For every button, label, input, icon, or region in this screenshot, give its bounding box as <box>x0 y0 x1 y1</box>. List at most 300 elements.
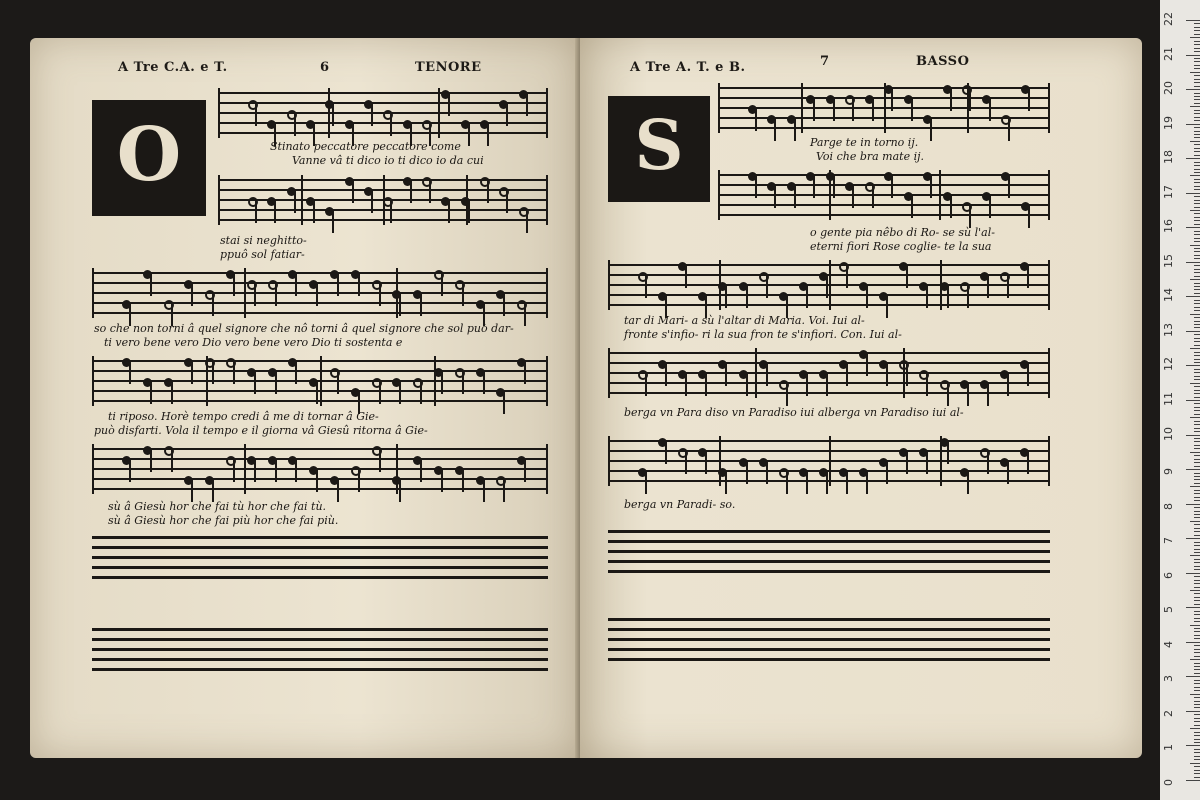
note-stem <box>806 374 808 396</box>
ruler-label: 3 <box>1162 675 1175 683</box>
note-stem <box>191 284 193 306</box>
decorated-initial-s: S <box>608 96 710 202</box>
staff-barline <box>718 170 720 220</box>
ruler-minor-tick <box>1194 300 1200 301</box>
empty-staff-right-1 <box>608 530 1050 574</box>
ruler-minor-tick <box>1194 549 1200 550</box>
note-stem <box>755 109 757 131</box>
ruler-tick <box>1186 89 1200 90</box>
ruler-minor-tick <box>1194 517 1200 518</box>
lyric-left-1b: Vanne vâ ti dico io ti dico io da cui <box>292 154 484 167</box>
ruler-minor-tick <box>1190 245 1200 246</box>
lyric-left-4b: può disfarti. Vola il tempo e il giorna vâ Giesû ritorna â Gie- <box>94 424 428 437</box>
note-stem <box>420 294 422 316</box>
ruler-tick <box>1186 158 1200 159</box>
note-stem <box>794 119 796 141</box>
ruler-minor-tick <box>1194 352 1200 353</box>
ruler-label: 14 <box>1162 288 1175 303</box>
note-stem <box>987 276 989 298</box>
note-stem <box>524 460 526 482</box>
note-stem <box>911 99 913 121</box>
ruler-minor-tick <box>1194 224 1200 225</box>
ruler-label: 19 <box>1162 115 1175 130</box>
ruler-minor-tick <box>1194 445 1200 446</box>
ruler-tick <box>1186 538 1200 539</box>
staff-barline <box>92 268 94 318</box>
ruler-minor-tick <box>1194 397 1200 398</box>
ruler-tick <box>1186 365 1200 366</box>
ruler-minor-tick <box>1194 448 1200 449</box>
ruler-minor-tick <box>1194 576 1200 577</box>
lyric-right-3a: tar di Mari- a sù l'altar di Maria. Voi. Iui al- <box>624 314 865 327</box>
ruler-minor-tick <box>1194 117 1200 118</box>
staff-line <box>608 362 1050 364</box>
ruler-minor-tick <box>1194 289 1200 290</box>
note-stem <box>1028 206 1030 228</box>
note-stem <box>129 460 131 482</box>
note-stem <box>1027 452 1029 474</box>
note-stem <box>872 186 874 208</box>
note-stem <box>852 186 854 208</box>
note-stem <box>967 286 969 308</box>
ruler-minor-tick <box>1194 327 1200 328</box>
ruler-minor-tick <box>1194 687 1200 688</box>
ruler-minor-tick <box>1194 490 1200 491</box>
staff-line <box>218 92 548 94</box>
ruler-minor-tick <box>1194 393 1200 394</box>
staff-barline <box>546 268 548 318</box>
ruler-minor-tick <box>1194 317 1200 318</box>
ruler-minor-tick <box>1194 321 1200 322</box>
ruler-minor-tick <box>1194 600 1200 601</box>
ruler-minor-tick <box>1194 48 1200 49</box>
ruler-minor-tick <box>1194 524 1200 525</box>
ruler-minor-tick <box>1194 697 1200 698</box>
note-stem <box>725 364 727 386</box>
measurement-ruler <box>1160 0 1200 800</box>
ruler-minor-tick <box>1194 604 1200 605</box>
note-stem <box>833 99 835 121</box>
ruler-minor-tick <box>1194 718 1200 719</box>
note-stem <box>967 472 969 494</box>
note-stem <box>487 124 489 146</box>
ruler-minor-tick <box>1194 483 1200 484</box>
note-stem <box>911 196 913 218</box>
staff-line <box>92 292 548 294</box>
note-stem <box>746 374 748 396</box>
ruler-minor-tick <box>1194 649 1200 650</box>
ruler-minor-tick <box>1190 452 1200 453</box>
ruler-minor-tick <box>1194 500 1200 501</box>
ruler-minor-tick <box>1194 303 1200 304</box>
note-stem <box>987 384 989 406</box>
ruler-minor-tick <box>1194 770 1200 771</box>
empty-staff-line <box>92 668 548 671</box>
note-stem <box>930 176 932 198</box>
staff-barline <box>1048 83 1050 133</box>
ruler-tick <box>1186 124 1200 125</box>
staff-barline <box>829 436 831 486</box>
staff-barline <box>546 88 548 138</box>
ruler-minor-tick <box>1194 207 1200 208</box>
note-stem <box>987 452 989 474</box>
staff-right-1 <box>718 83 1050 133</box>
note-stem <box>950 89 952 111</box>
note-stem <box>448 94 450 116</box>
ruler-minor-tick <box>1190 175 1200 176</box>
note-stem <box>524 304 526 326</box>
note-stem <box>989 196 991 218</box>
lyric-right-4a: berga vn Para diso vn Paradiso iui alberga vn Paradiso iui al- <box>624 406 964 419</box>
staff-line <box>92 272 548 274</box>
note-stem <box>313 201 315 223</box>
ruler-minor-tick <box>1194 324 1200 325</box>
staff-barline <box>1048 260 1050 310</box>
ruler-minor-tick <box>1194 441 1200 442</box>
ruler-minor-tick <box>1194 656 1200 657</box>
note-stem <box>705 452 707 474</box>
ruler-minor-tick <box>1194 86 1200 87</box>
ruler-minor-tick <box>1194 286 1200 287</box>
ruler-minor-tick <box>1190 106 1200 107</box>
ruler-minor-tick <box>1194 597 1200 598</box>
note-stem <box>332 211 334 233</box>
ruler-minor-tick <box>1194 162 1200 163</box>
note-stem <box>468 201 470 223</box>
empty-staff-left-2 <box>92 628 548 672</box>
ruler-minor-tick <box>1194 680 1200 681</box>
note-stem <box>1007 374 1009 396</box>
ruler-tick <box>1186 642 1200 643</box>
note-stem <box>316 470 318 492</box>
note-stem <box>906 364 908 386</box>
ruler-minor-tick <box>1194 248 1200 249</box>
ruler-minor-tick <box>1194 23 1200 24</box>
ruler-minor-tick <box>1194 669 1200 670</box>
staff-barline <box>218 175 220 225</box>
lyric-left-2a: stai si neghitto- <box>220 234 307 247</box>
note-stem <box>524 362 526 384</box>
staff-barline <box>1048 170 1050 220</box>
ruler-label: 9 <box>1162 468 1175 476</box>
ruler-minor-tick <box>1194 542 1200 543</box>
empty-staff-left-1 <box>92 536 548 580</box>
ruler-minor-tick <box>1194 707 1200 708</box>
ruler-minor-tick <box>1194 638 1200 639</box>
ruler-label: 20 <box>1162 81 1175 96</box>
note-stem <box>337 480 339 502</box>
note-stem <box>150 274 152 296</box>
note-stem <box>813 99 815 121</box>
right-header-part: BASSO <box>916 54 970 69</box>
ruler-minor-tick <box>1190 210 1200 211</box>
note-stem <box>483 480 485 502</box>
staff-line <box>608 372 1050 374</box>
ruler-minor-tick <box>1194 628 1200 629</box>
note-stem <box>950 196 952 218</box>
note-stem <box>526 94 528 116</box>
staff-barline <box>328 88 330 138</box>
ruler-minor-tick <box>1194 410 1200 411</box>
ruler-minor-tick <box>1194 148 1200 149</box>
note-stem <box>665 364 667 386</box>
note-stem <box>746 462 748 484</box>
empty-staff-line <box>608 658 1050 661</box>
left-header-voices: A Tre C.A. e T. <box>118 60 228 75</box>
note-stem <box>872 99 874 121</box>
note-stem <box>725 286 727 308</box>
note-stem <box>886 462 888 484</box>
ruler-minor-tick <box>1194 462 1200 463</box>
empty-staff-line <box>92 658 548 661</box>
note-stem <box>685 266 687 288</box>
note-stem <box>390 114 392 136</box>
ruler-minor-tick <box>1194 93 1200 94</box>
ruler-minor-tick <box>1194 110 1200 111</box>
lyric-right-1a: Parge te in torno ij. <box>810 136 919 149</box>
note-stem <box>967 384 969 406</box>
empty-staff-line <box>92 628 548 631</box>
right-page-number: 7 <box>820 54 830 69</box>
ruler-minor-tick <box>1194 293 1200 294</box>
ruler-minor-tick <box>1194 283 1200 284</box>
note-stem <box>1008 176 1010 198</box>
note-stem <box>926 286 928 308</box>
staff-barline <box>608 260 610 310</box>
ruler-tick <box>1186 262 1200 263</box>
note-stem <box>930 119 932 141</box>
note-stem <box>410 181 412 203</box>
ruler-minor-tick <box>1194 714 1200 715</box>
ruler-minor-tick <box>1194 44 1200 45</box>
staff-barline <box>396 444 398 494</box>
ruler-minor-tick <box>1194 307 1200 308</box>
staff-barline <box>719 436 721 486</box>
staff-barline <box>829 260 831 310</box>
ruler-minor-tick <box>1194 189 1200 190</box>
lyric-left-2b: ppuô sol fatiar- <box>220 248 305 261</box>
ruler-minor-tick <box>1194 379 1200 380</box>
ruler-label: 17 <box>1162 184 1175 199</box>
ruler-minor-tick <box>1194 511 1200 512</box>
ruler-minor-tick <box>1194 186 1200 187</box>
note-stem <box>725 472 727 494</box>
ruler-label: 11 <box>1162 392 1175 406</box>
staff-left-2 <box>218 175 548 225</box>
ruler-minor-tick <box>1194 234 1200 235</box>
ruler-tick <box>1186 20 1200 21</box>
ruler-minor-tick <box>1194 127 1200 128</box>
note-stem <box>371 104 373 126</box>
ruler-minor-tick <box>1194 766 1200 767</box>
ruler-minor-tick <box>1194 552 1200 553</box>
ruler-label: 21 <box>1162 46 1175 61</box>
ruler-minor-tick <box>1194 562 1200 563</box>
ruler-minor-tick <box>1194 645 1200 646</box>
note-stem <box>794 186 796 208</box>
note-stem <box>462 470 464 492</box>
empty-staff-line <box>92 556 548 559</box>
ruler-minor-tick <box>1194 545 1200 546</box>
ruler-minor-tick <box>1194 200 1200 201</box>
ruler-minor-tick <box>1194 120 1200 121</box>
note-stem <box>358 470 360 492</box>
empty-staff-line <box>608 550 1050 553</box>
ruler-tick <box>1186 435 1200 436</box>
note-stem <box>846 364 848 386</box>
note-stem <box>212 480 214 502</box>
ruler-minor-tick <box>1194 151 1200 152</box>
lyric-left-3a: so che non torni â quel signore che nô torni â quel signore che sol può dar- <box>94 322 514 335</box>
ruler-minor-tick <box>1190 590 1200 591</box>
note-stem <box>866 286 868 308</box>
staff-line <box>218 132 548 134</box>
note-stem <box>846 472 848 494</box>
ruler-minor-tick <box>1194 587 1200 588</box>
note-stem <box>866 472 868 494</box>
note-stem <box>441 274 443 296</box>
note-stem <box>906 452 908 474</box>
note-stem <box>645 374 647 396</box>
note-stem <box>826 374 828 396</box>
note-stem <box>171 450 173 472</box>
ruler-tick <box>1186 296 1200 297</box>
ruler-minor-tick <box>1194 618 1200 619</box>
ruler-minor-tick <box>1194 704 1200 705</box>
note-stem <box>352 181 354 203</box>
ruler-minor-tick <box>1194 621 1200 622</box>
ruler-label: 0 <box>1162 779 1175 786</box>
ruler-minor-tick <box>1194 41 1200 42</box>
staff-barline <box>438 88 440 138</box>
ruler-minor-tick <box>1194 34 1200 35</box>
staff-line <box>608 392 1050 394</box>
staff-barline <box>608 436 610 486</box>
ruler-minor-tick <box>1190 625 1200 626</box>
note-stem <box>255 104 257 126</box>
staff-barline <box>92 444 94 494</box>
note-stem <box>274 201 276 223</box>
left-page-number: 6 <box>320 60 330 75</box>
ruler-tick <box>1186 745 1200 746</box>
note-stem <box>969 206 971 228</box>
ruler-minor-tick <box>1194 137 1200 138</box>
staff-barline <box>434 356 436 406</box>
ruler-minor-tick <box>1194 75 1200 76</box>
ruler-minor-tick <box>1194 497 1200 498</box>
note-stem <box>379 382 381 404</box>
ruler-minor-tick <box>1194 742 1200 743</box>
ruler-minor-tick <box>1194 99 1200 100</box>
lyric-left-3b: ti vero bene vero Dio vero bene vero Dio ti sostenta e <box>104 336 403 349</box>
note-stem <box>233 460 235 482</box>
note-stem <box>813 176 815 198</box>
note-stem <box>337 274 339 296</box>
note-stem <box>506 104 508 126</box>
ruler-tick <box>1186 711 1200 712</box>
empty-staff-line <box>92 536 548 539</box>
note-stem <box>645 472 647 494</box>
ruler-minor-tick <box>1190 521 1200 522</box>
ruler-minor-tick <box>1194 113 1200 114</box>
note-stem <box>254 460 256 482</box>
staff-left-4 <box>92 356 548 406</box>
lyric-left-4a: ti riposo. Horè tempo credi â me di tornar â Gie- <box>108 410 379 423</box>
note-stem <box>705 374 707 396</box>
staff-right-2 <box>718 170 1050 220</box>
note-stem <box>150 450 152 472</box>
ruler-minor-tick <box>1194 369 1200 370</box>
staff-barline <box>546 444 548 494</box>
ruler-tick <box>1186 607 1200 608</box>
ruler-minor-tick <box>1194 68 1200 69</box>
note-stem <box>1027 266 1029 288</box>
lyric-right-1b: Voi che bra mate ij. <box>816 150 925 163</box>
ruler-minor-tick <box>1194 580 1200 581</box>
note-stem <box>746 286 748 308</box>
note-stem <box>390 201 392 223</box>
ruler-minor-tick <box>1194 341 1200 342</box>
ruler-minor-tick <box>1194 756 1200 757</box>
note-stem <box>462 284 464 306</box>
ruler-minor-tick <box>1194 473 1200 474</box>
note-stem <box>766 276 768 298</box>
note-stem <box>665 442 667 464</box>
ruler-minor-tick <box>1194 459 1200 460</box>
ruler-minor-tick <box>1190 383 1200 384</box>
ruler-minor-tick <box>1194 255 1200 256</box>
ruler-minor-tick <box>1194 466 1200 467</box>
note-stem <box>1007 462 1009 484</box>
ruler-minor-tick <box>1190 314 1200 315</box>
staff-barline <box>608 348 610 398</box>
ruler-minor-tick <box>1194 30 1200 31</box>
staff-barline <box>244 268 246 318</box>
ruler-minor-tick <box>1194 390 1200 391</box>
note-stem <box>926 374 928 396</box>
lyric-left-1a: Stinato peccatore peccatore come <box>270 140 461 153</box>
note-stem <box>891 89 893 111</box>
note-stem <box>1028 89 1030 111</box>
note-stem <box>399 382 401 404</box>
note-stem <box>645 276 647 298</box>
ruler-minor-tick <box>1194 476 1200 477</box>
ruler-tick <box>1186 55 1200 56</box>
ruler-minor-tick <box>1194 376 1200 377</box>
ruler-minor-tick <box>1194 593 1200 594</box>
ruler-minor-tick <box>1194 421 1200 422</box>
ruler-minor-tick <box>1194 79 1200 80</box>
staff-left-5 <box>92 444 548 494</box>
ruler-minor-tick <box>1194 27 1200 28</box>
note-stem <box>826 276 828 298</box>
note-stem <box>755 176 757 198</box>
note-stem <box>503 480 505 502</box>
ruler-minor-tick <box>1190 417 1200 418</box>
staff-barline <box>320 356 322 406</box>
ruler-minor-tick <box>1194 559 1200 560</box>
staff-barline <box>301 175 303 225</box>
ruler-label: 5 <box>1162 606 1175 614</box>
note-stem <box>294 114 296 136</box>
staff-barline <box>801 83 803 133</box>
note-stem <box>255 201 257 223</box>
staff-line <box>92 312 548 314</box>
staff-line <box>92 488 548 490</box>
note-stem <box>448 201 450 223</box>
ruler-minor-tick <box>1194 583 1200 584</box>
ruler-minor-tick <box>1194 134 1200 135</box>
